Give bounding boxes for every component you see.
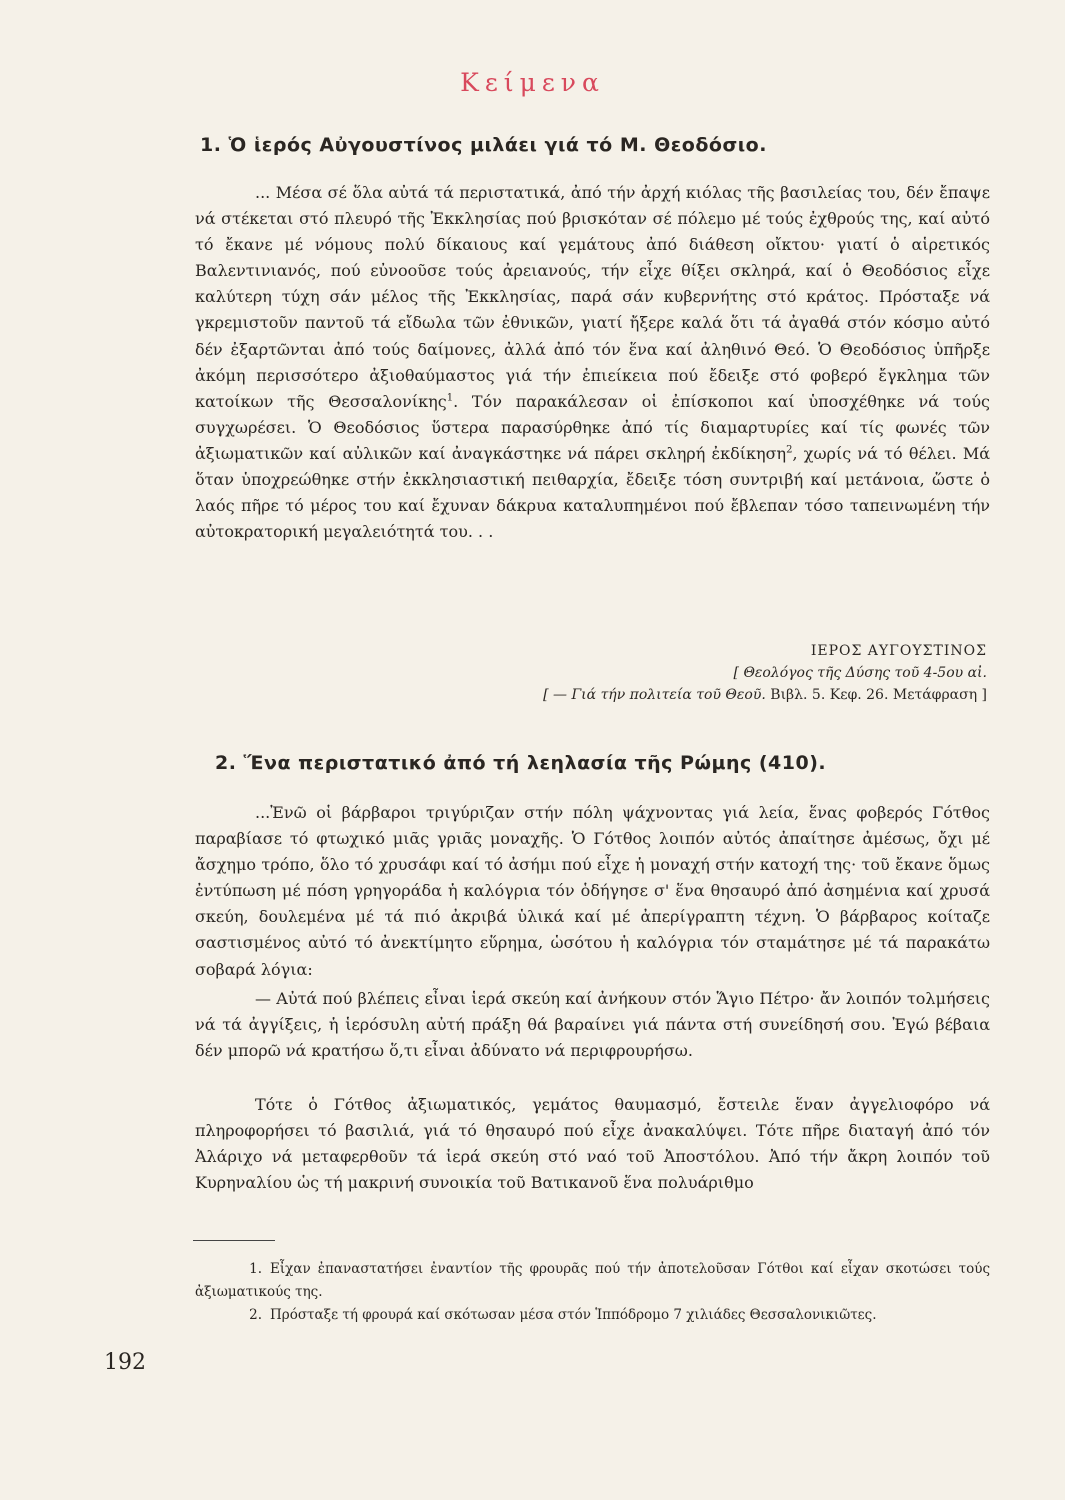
footnotes: [195, 1258, 990, 1327]
section-1-paragraph: [195, 180, 990, 545]
section-2-paragraph-1: ...Ἐνῶ οἱ βάρβαροι τριγύριζαν στήν πόλη ψάχνοντας γιά λεία, ἕνας φοβερός Γότθος παραβίασε τό φτωχικό μιᾶς γριᾶς μοναχῆς. Ὁ Γότθος λοιπόν αὐτός ἀπαίτησε ἀμέσως, ὄχι μέ ἄσχημο τρόπο, ὅλο τό χρυσάφι καί τό ἀσήμι πού εἶχε ἡ μοναχή στήν κατοχή της· τοῦ ἔκανε ὅμως ἐντύπωση μέ πόση γρηγοράδα ἡ καλόγρια τόν ὁδήγησε σ' ἕνα θησαυρό ἀπό ἀσημένια καί χρυσά σκεύη, δουλεμένα μέ τά πιό ἀκριβά ὑλικά καί μέ ἀπερίγραπτη τέχνη. Ὁ βάρβαρος κοίταζε σαστισμένος αὐτό τό ἀνεκτίμητο εὕρημα, ὡσότου ἡ καλόγρια τόν σταμάτησε μέ τά παρακάτω σοβαρά λόγια:: [195, 803, 990, 979]
footnote-2-text: Πρόσταξε τή φρουρά καί σκότωσαν μέσα στόν Ἱππόδρομο 7 χιλιάδες Θεσσαλονικιῶτες.: [270, 1307, 877, 1323]
footnote-1-number: 1.: [249, 1261, 262, 1277]
attribution-source-2-rest: Βιβλ. 5. Κεφ. 26. Μετάφραση ]: [765, 687, 987, 703]
section-1-attribution: [543, 640, 987, 706]
section-1-heading: 1. Ὁ ἱερός Αὐγουστίνος μιλάει γιά τό Μ. Θεοδόσιο.: [200, 134, 767, 156]
section-1-text-b: . Τόν παρακάλεσαν οἱ ἐπίσκοποι καί ὑποσχέθηκε νά τούς συγχωρέσει. Ὁ Θεοδόσιος ὕστερα παρασύρθηκε ἀπό τίς διαμαρτυρίες καί τίς φωνές τῶν ἀξιωματικῶν καί αὐλικῶν καί ἀναγκάστηκε νά πάρει σκληρή ἐκδίκηση: [195, 391, 991, 463]
footnote-ref-1: 1: [446, 392, 454, 404]
footnote-2-number: 2.: [249, 1307, 262, 1323]
attribution-source-2: [543, 684, 987, 706]
page-number: 192: [104, 1350, 146, 1375]
footnote-2: [195, 1304, 990, 1327]
section-1-text-a: ... Μέσα σέ ὅλα αὐτά τά περιστατικά, ἀπό τήν ἀρχή κιόλας τῆς βασιλείας του, δέν ἔπαψε νά στέκεται στό πλευρό τῆς Ἐκκλησίας πού βρισκόταν σέ πόλεμο μέ τούς ἐχθρούς της, καί αὐτό τό ἔκανε μέ νόμους πολύ δίκαιους καί γεμάτους ἀπό διάθεση οἴκτου· γιατί ὁ αἱρετικός Βαλεντινιανός, πού εὐνοοῦσε τούς ἀρειανούς, τήν εἶχε θίξει σκληρά, καί ὁ Θεοδόσιος εἶχε καλύτερη τύχη σάν μέλος τῆς Ἐκκλησίας, παρά σάν κυβερνήτης στό κράτος. Πρόσταξε νά γκρεμιστοῦν παντοῦ τά εἴδωλα τῶν ἐθνικῶν, γιατί ἤξερε καλά ὅτι τά ἀγαθά στόν κόσμο αὐτό δέν ἐξαρτῶνται ἀπό τούς δαίμονες, ἀλλά ἀπό τόν ἕνα καί ἀληθινό Θεό. Ὁ Θεοδόσιος ὑπῆρξε ἀκόμη περισσότερο ἀξιοθαύμαστος γιά τήν ἐπιείκεια πού ἔδειξε στό φοβερό ἔγκλημα τῶν κατοίκων τῆς Θεσσαλονίκης: [195, 183, 990, 411]
section-2-paragraph-2: — Αὐτά πού βλέπεις εἶναι ἱερά σκεύη καί ἀνήκουν στόν Ἅγιο Πέτρο· ἄν λοιπόν τολμήσεις νά τά ἀγγίξεις, ἡ ἱερόσυλη αὐτή πράξη θά βαραίνει γιά πάντα στή συνείδησή σου. Ἐγώ βέβαια δέν μπορῶ νά κρατήσω ὅ,τι εἶναι ἀδύνατο νά περιφρουρήσω.: [195, 989, 990, 1061]
footnote-1: [195, 1258, 990, 1304]
attribution-author: ΙΕΡΟΣ ΑΥΓΟΥΣΤΙΝΟΣ: [810, 643, 987, 659]
footnote-ref-2: 2: [786, 444, 793, 456]
attribution-source-1: [ Θεολόγος τῆς Δύσης τοῦ 4-5ου αἰ.: [733, 665, 987, 681]
section-2-paragraph-3: Τότε ὁ Γότθος ἀξιωματικός, γεμάτος θαυμασμό, ἔστειλε ἕναν ἀγγελιοφόρο νά πληροφορήσει τό βασιλιά, γιά τό θησαυρό πού εἶχε ἀνακαλύψει. Τότε πῆρε διαταγή ἀπό τόν Ἀλάριχο νά μεταφερθοῦν τά ἱερά σκεύη στό ναό τοῦ Ἀποστόλου. Ἀπό τήν ἄκρη λοιπόν τοῦ Κυρηναλίου ὡς τή μακρινή συνοικία τοῦ Βατικανοῦ ἕνα πολυάριθμο: [195, 1095, 990, 1193]
footnote-1-text: Εἶχαν ἐπαναστατήσει ἐναντίον τῆς φρουρᾶς πού τήν ἀποτελοῦσαν Γότθοι καί εἶχαν σκοτώσει τούς ἀξιωματικούς της.: [195, 1261, 990, 1300]
attribution-source-2-title: [ — Γιά τήν πολιτεία τοῦ Θεοῦ.: [543, 687, 766, 703]
page-title: Κείμενα: [460, 68, 605, 97]
section-1-text-c: , χωρίς νά τό θέλει. Μά ὅταν ὑποχρεώθηκε στήν ἐκκλησιαστική πειθαρχία, ἔδειξε τόση συντριβή καί μετάνοια, ὥστε ὁ λαός πῆρε τό μέρος του καί ἔχυναν δάκρυα καταλυπημένοι πού ἔβλεπαν τόσο ταπεινωμένη τήν αὐτοκρατορική μεγαλειότητά του. . .: [195, 443, 991, 542]
footnote-divider: [193, 1240, 275, 1241]
section-2-heading: 2. Ἕνα περιστατικό ἀπό τή λεηλασία τῆς Ρώμης (410).: [215, 752, 827, 774]
